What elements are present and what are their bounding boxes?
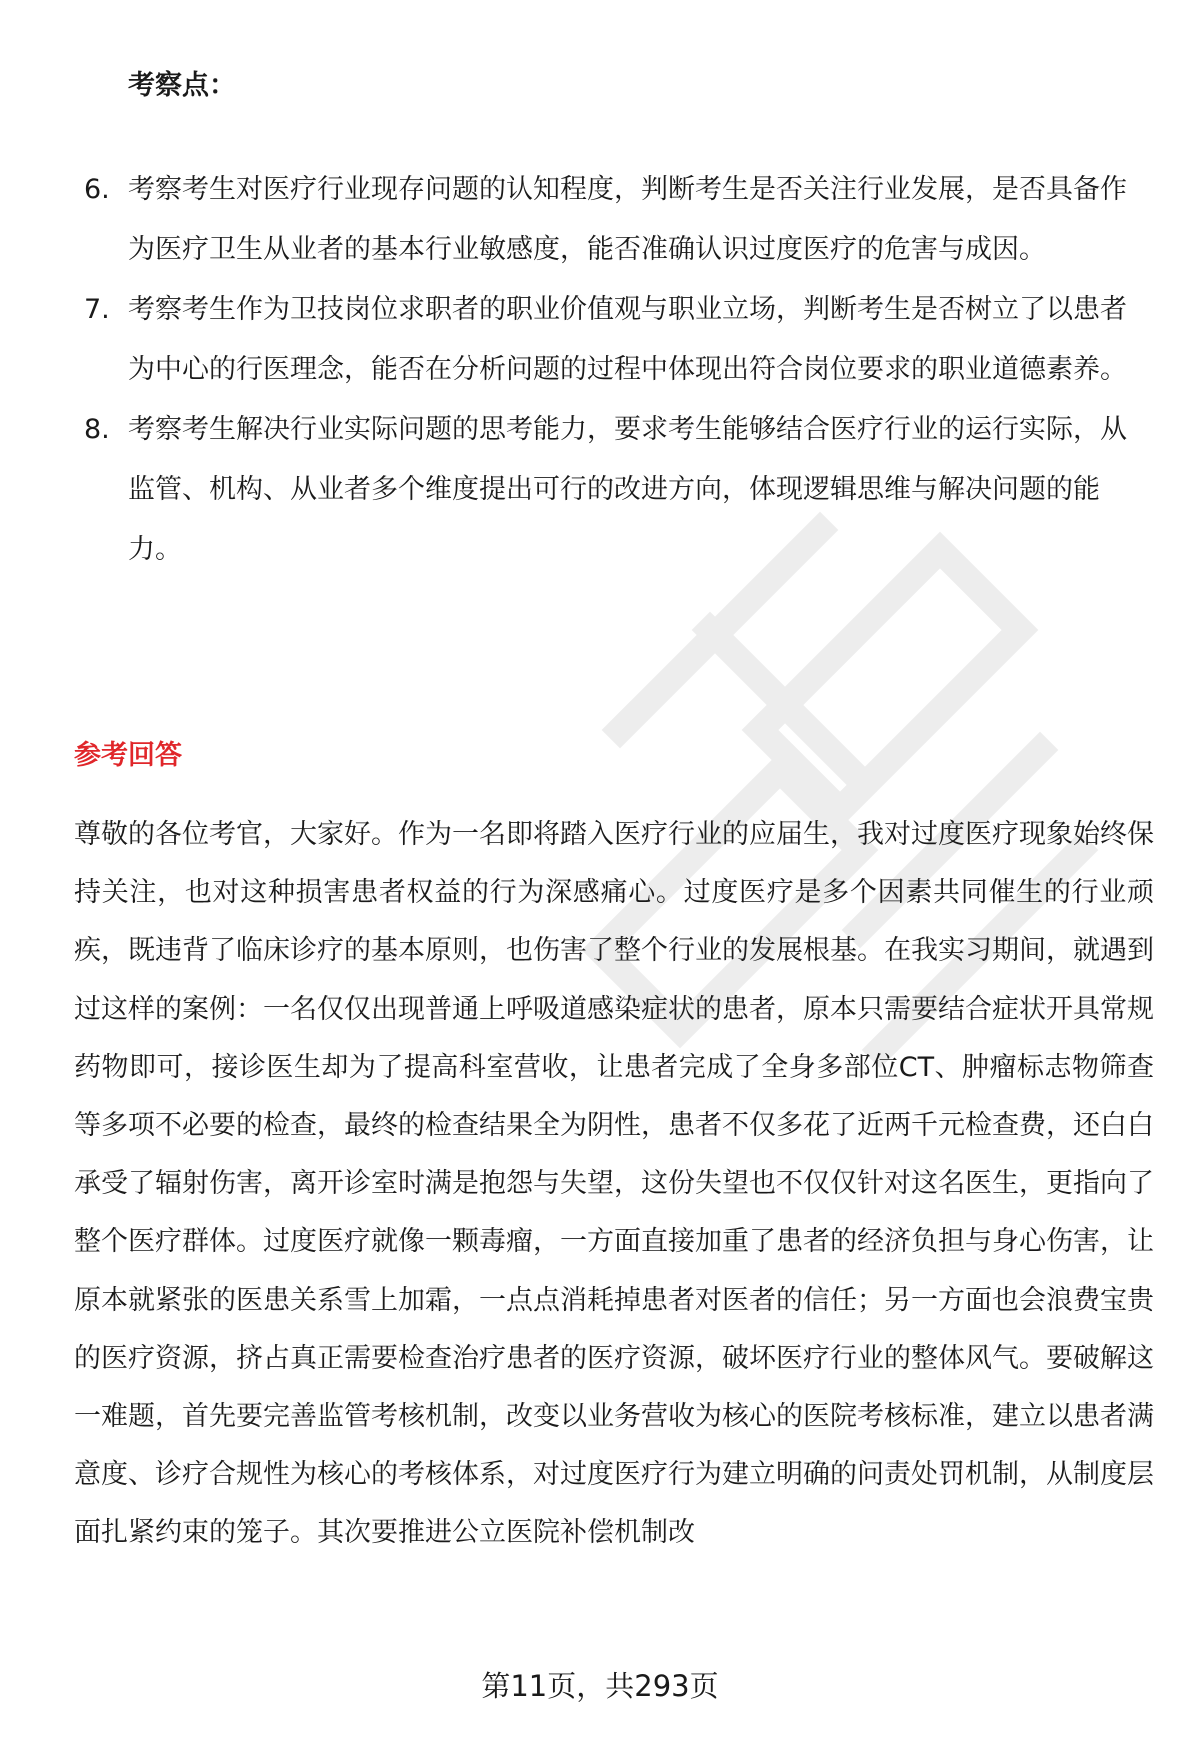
exam-point-item [84,280,1144,400]
exam-point-number: 8. [84,414,110,445]
exam-point-item [84,400,1144,580]
exam-points-list [84,160,1144,580]
exam-point-number: 7. [84,294,110,325]
exam-point-text: 考察考生对医疗行业现存问题的认知程度，判断考生是否关注行业发展，是否具备作为医疗卫生从业者的基本行业敏感度，能否准确认识过度医疗的危害与成因。 [128,174,1127,265]
exam-point-text: 考察考生作为卫技岗位求职者的职业价值观与职业立场，判断考生是否树立了以患者为中心的行医理念，能否在分析问题的过程中体现出符合岗位要求的职业道德素养。 [128,294,1127,385]
exam-point-item [84,160,1144,280]
reference-answer-heading: 参考回答 [74,740,182,771]
exam-point-text: 考察考生解决行业实际问题的思考能力，要求考生能够结合医疗行业的运行实际，从监管、机构、从业者多个维度提出可行的改进方向，体现逻辑思维与解决问题的能力。 [128,414,1127,565]
reference-answer-body: 尊敬的各位考官，大家好。作为一名即将踏入医疗行业的应届生，我对过度医疗现象始终保持关注，也对这种损害患者权益的行为深感痛心。过度医疗是多个因素共同催生的行业顽疾，既违背了临床诊疗的基本原则，也伤害了整个行业的发展根基。在我实习期间，就遇到过这样的案例：一名仅仅出现普通上呼吸道感染症状的患者，原本只需要结合症状开具常规药物即可，接诊医生却为了提高科室营收，让患者完成了全身多部位CT、肿瘤标志物筛查等多项不必要的检查，最终的检查结果全为阴性，患者不仅多花了近两千元检查费，还白白承受了辐射伤害，离开诊室时满是抱怨与失望，这份失望也不仅仅针对这名医生，更指向了整个医疗群体。过度医疗就像一颗毒瘤，一方面直接加重了患者的经济负担与身心伤害，让原本就紧张的医患关系雪上加霜，一点点消耗掉患者对医者的信任；另一方面也会浪费宝贵的医疗资源，挤占真正需要检查治疗患者的医疗资源，破坏医疗行业的整体风气。要破解这一难题，首先要完善监管考核机制，改变以业务营收为核心的医院考核标准，建立以患者满意度、诊疗合规性为核心的考核体系，对过度医疗行为建立明确的问责处罚机制，从制度层面扎紧约束的笼子。其次要推进公立医院补偿机制改 [74,819,1154,1549]
exam-points-heading: 考察点： [128,70,236,101]
page-number-footer: 第11页，共293页 [481,1669,719,1703]
exam-point-number: 6. [84,174,110,205]
